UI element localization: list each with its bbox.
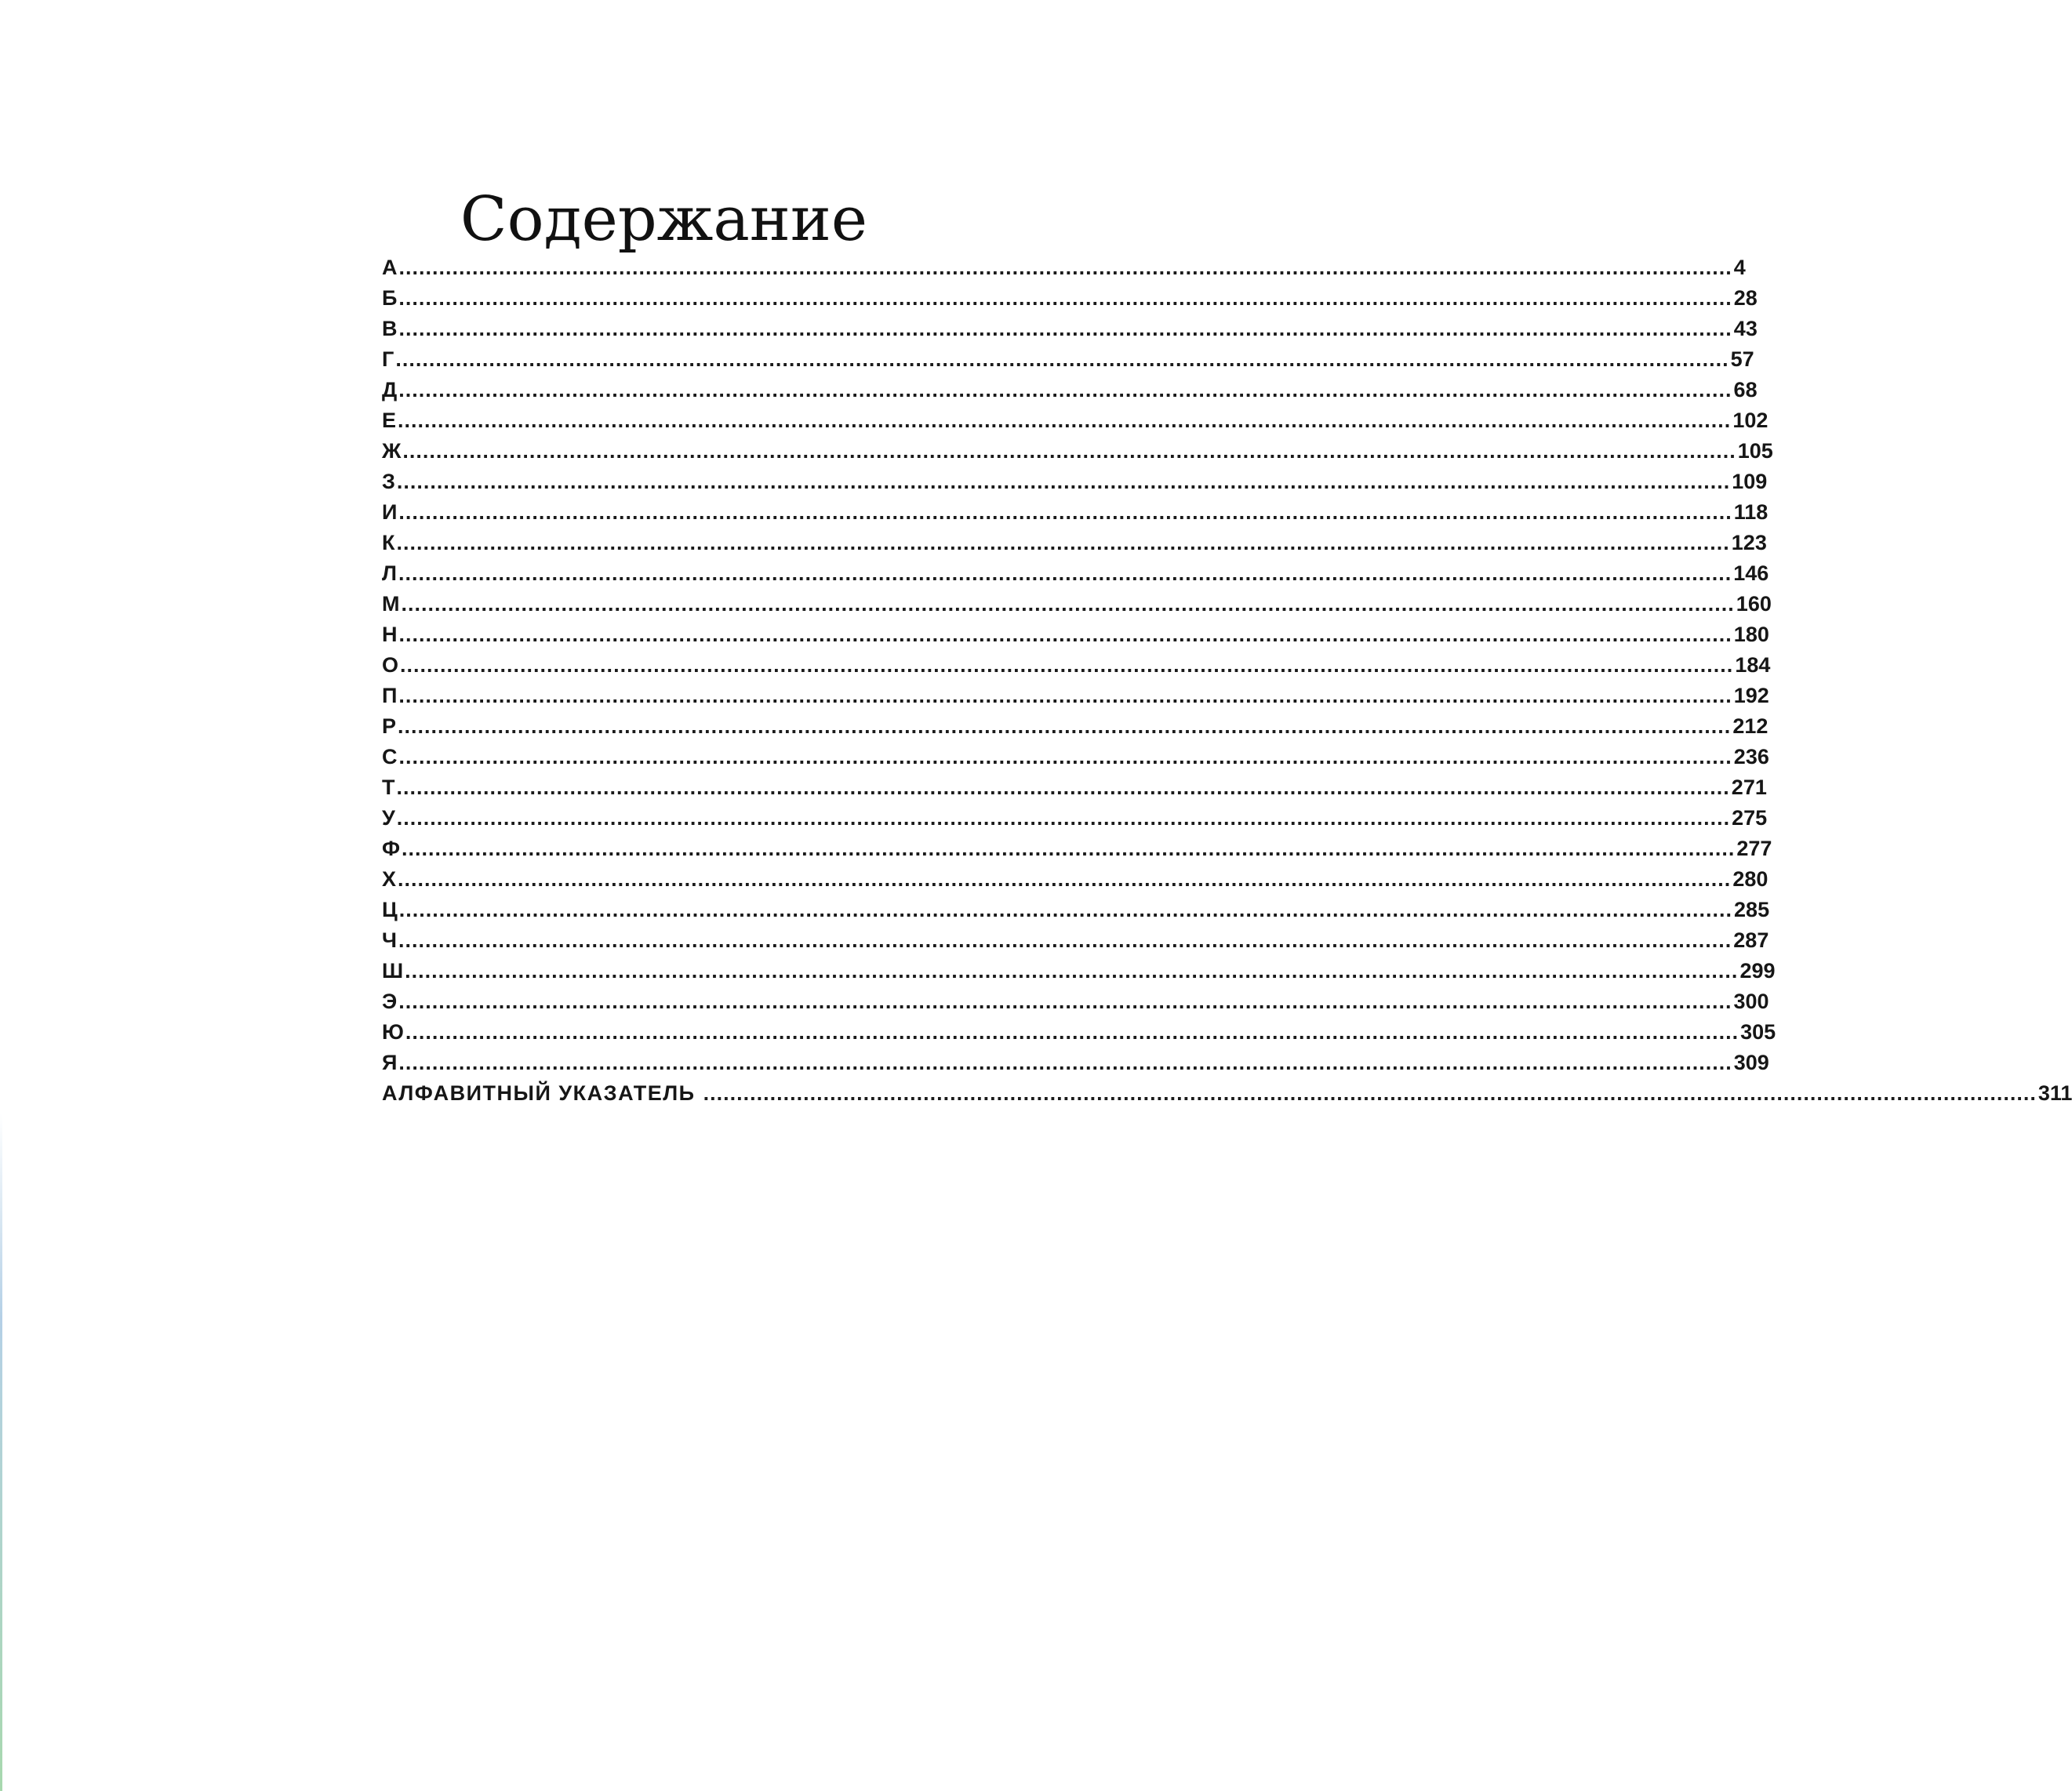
toc-entry-label: Б	[382, 286, 398, 310]
toc-entry-page: 287	[1733, 928, 1769, 952]
toc-entry-yu[interactable]	[382, 1017, 1776, 1048]
table-of-contents	[382, 252, 2072, 1109]
toc-entry-kh[interactable]	[382, 864, 1768, 895]
toc-entry-label: Э	[382, 990, 398, 1013]
toc-leader-dots: ........................................................................................................................................................................................................	[402, 439, 1736, 463]
toc-entry-label: А	[382, 256, 398, 279]
toc-entry-label: Х	[382, 867, 397, 891]
toc-entry-label: Н	[382, 623, 398, 646]
toc-entry-page: 280	[1732, 867, 1768, 891]
toc-entry-b[interactable]	[382, 283, 1758, 314]
toc-entry-label: Е	[382, 409, 397, 432]
toc-entry-label: С	[382, 745, 398, 768]
page-title: Содержание	[460, 184, 868, 256]
toc-entry-label: Р	[382, 714, 397, 738]
toc-entry-ts[interactable]	[382, 895, 1770, 925]
toc-entry-page: 311	[2037, 1081, 2072, 1105]
toc-entry-g[interactable]	[382, 344, 1754, 375]
toc-entry-page: 180	[1733, 623, 1769, 646]
toc-entry-label: Ц	[382, 898, 398, 921]
toc-leader-dots: ........................................................................................................................................................................................................	[398, 500, 1732, 524]
toc-entry-zh[interactable]	[382, 436, 1773, 467]
toc-entry-page: 285	[1734, 898, 1770, 921]
toc-leader-dots: ........................................................................................................................................................................................................	[396, 776, 1730, 799]
toc-entry-e[interactable]	[382, 405, 1768, 436]
toc-leader-dots: ........................................................................................................................................................................................................	[703, 1081, 2037, 1105]
toc-entry-page: 28	[1733, 286, 1758, 310]
toc-entry-page: 236	[1733, 745, 1769, 768]
toc-leader-dots: ........................................................................................................................................................................................................	[401, 592, 1735, 616]
toc-entry-label: АЛФАВИТНЫЙ УКАЗАТЕЛЬ	[382, 1081, 696, 1105]
toc-leader-dots: ........................................................................................................................................................................................................	[396, 531, 1730, 554]
toc-entry-m[interactable]	[382, 589, 1772, 619]
toc-leader-dots: ........................................................................................................................................................................................................	[398, 561, 1732, 585]
toc-leader-dots: ........................................................................................................................................................................................................	[398, 623, 1732, 646]
toc-entry-t[interactable]	[382, 772, 1767, 803]
toc-leader-dots: ........................................................................................................................................................................................................	[398, 409, 1732, 432]
toc-entry-label: Г	[382, 347, 394, 371]
toc-entry-z[interactable]	[382, 467, 1768, 497]
toc-entry-page: 68	[1733, 378, 1758, 401]
toc-leader-dots: ........................................................................................................................................................................................................	[398, 1051, 1732, 1074]
toc-entry-page: 102	[1732, 409, 1768, 432]
toc-leader-dots: ........................................................................................................................................................................................................	[398, 286, 1732, 310]
toc-leader-dots: ........................................................................................................................................................................................................	[398, 898, 1733, 921]
toc-entry-v[interactable]	[382, 314, 1758, 344]
toc-entry-s[interactable]	[382, 742, 1769, 772]
toc-entry-page: 57	[1730, 347, 1754, 371]
toc-leader-dots: ........................................................................................................................................................................................................	[395, 347, 1729, 371]
toc-entry-alphabetical-index[interactable]	[382, 1078, 2072, 1109]
page-edge-strip	[0, 1113, 2, 1791]
toc-entry-label: Ж	[382, 439, 402, 463]
toc-entry-i[interactable]	[382, 497, 1768, 528]
toc-entry-eh[interactable]	[382, 986, 1769, 1017]
toc-entry-n[interactable]	[382, 619, 1769, 650]
toc-entry-page: 275	[1732, 806, 1768, 830]
toc-entry-label: Ч	[382, 928, 397, 952]
toc-entry-page: 271	[1731, 776, 1767, 799]
toc-entry-page: 277	[1736, 837, 1772, 860]
toc-entry-label: М	[382, 592, 400, 616]
toc-entry-r[interactable]	[382, 711, 1768, 742]
toc-entry-d[interactable]	[382, 375, 1758, 405]
toc-leader-dots: ........................................................................................................................................................................................................	[398, 714, 1732, 738]
toc-entry-sh[interactable]	[382, 956, 1776, 986]
toc-entry-f[interactable]	[382, 834, 1772, 864]
toc-entry-a[interactable]	[382, 252, 1746, 283]
toc-entry-label: Ю	[382, 1020, 404, 1044]
toc-entry-o[interactable]	[382, 650, 1771, 681]
toc-entry-label: Л	[382, 561, 397, 585]
toc-entry-page: 123	[1731, 531, 1767, 554]
toc-entry-label: Д	[382, 378, 398, 401]
toc-entry-page: 184	[1735, 653, 1771, 677]
toc-entry-label: З	[382, 470, 395, 493]
toc-leader-dots: ........................................................................................................................................................................................................	[402, 837, 1736, 860]
toc-entry-l[interactable]	[382, 558, 1769, 589]
toc-entry-label: У	[382, 806, 395, 830]
toc-leader-dots: ........................................................................................................................................................................................................	[398, 990, 1732, 1013]
toc-entry-p[interactable]	[382, 681, 1769, 711]
toc-entry-page: 300	[1733, 990, 1769, 1013]
toc-leader-dots: ........................................................................................................................................................................................................	[398, 256, 1732, 279]
toc-entry-page: 192	[1733, 684, 1769, 707]
toc-entry-label: О	[382, 653, 399, 677]
toc-leader-dots: ........................................................................................................................................................................................................	[396, 470, 1731, 493]
toc-entry-label: Я	[382, 1051, 398, 1074]
toc-entry-u[interactable]	[382, 803, 1768, 834]
toc-entry-label: Ф	[382, 837, 401, 860]
toc-leader-dots: ........................................................................................................................................................................................................	[398, 745, 1732, 768]
toc-entry-page: 212	[1732, 714, 1768, 738]
toc-entry-label: К	[382, 531, 395, 554]
toc-entry-label: Т	[382, 776, 395, 799]
toc-entry-page: 160	[1736, 592, 1772, 616]
toc-entry-label: И	[382, 500, 398, 524]
toc-entry-page: 4	[1733, 256, 1746, 279]
toc-entry-page: 105	[1737, 439, 1773, 463]
toc-leader-dots: ........................................................................................................................................................................................................	[405, 1020, 1739, 1044]
toc-entry-page: 146	[1733, 561, 1769, 585]
toc-entry-k[interactable]	[382, 528, 1767, 558]
toc-entry-page: 299	[1739, 959, 1776, 983]
toc-entry-page: 118	[1733, 500, 1768, 524]
toc-entry-label: П	[382, 684, 398, 707]
toc-entry-page: 305	[1740, 1020, 1776, 1044]
toc-leader-dots: ........................................................................................................................................................................................................	[400, 653, 1734, 677]
toc-entry-ch[interactable]	[382, 925, 1769, 956]
toc-leader-dots: ........................................................................................................................................................................................................	[398, 378, 1732, 401]
toc-leader-dots: ........................................................................................................................................................................................................	[396, 806, 1731, 830]
toc-entry-ya[interactable]	[382, 1048, 1769, 1078]
toc-entry-page: 309	[1733, 1051, 1769, 1074]
toc-entry-label: В	[382, 317, 398, 340]
toc-leader-dots: ........................................................................................................................................................................................................	[398, 317, 1732, 340]
toc-entry-label: Ш	[382, 959, 404, 983]
toc-leader-dots: ........................................................................................................................................................................................................	[398, 684, 1732, 707]
toc-leader-dots: ........................................................................................................................................................................................................	[398, 928, 1732, 952]
toc-leader-dots: ........................................................................................................................................................................................................	[405, 959, 1739, 983]
toc-entry-page: 43	[1733, 317, 1758, 340]
toc-leader-dots: ........................................................................................................................................................................................................	[398, 867, 1732, 891]
toc-entry-page: 109	[1732, 470, 1768, 493]
